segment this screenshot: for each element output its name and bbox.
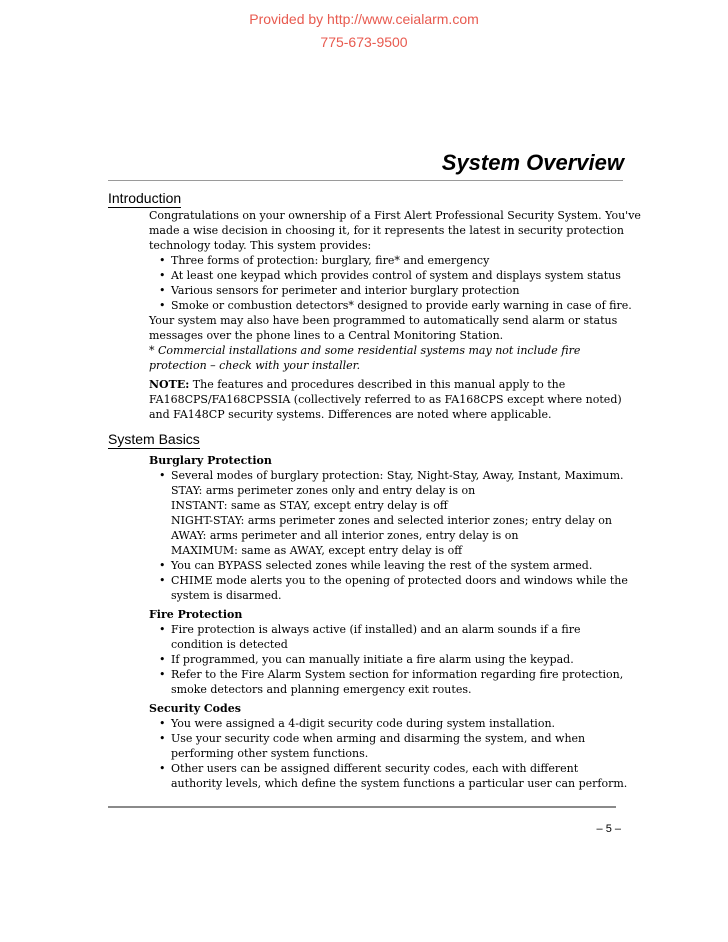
codes-bullet: authority levels, which define the system functions a particular user can perform. xyxy=(171,777,628,790)
codes-bullet: Other users can be assigned different security codes, each with different xyxy=(171,762,579,775)
bullet-icon: • xyxy=(159,653,166,666)
note-line xyxy=(149,377,565,392)
codes-bullet: You were assigned a 4-digit security code during system installation. xyxy=(171,717,556,730)
subheading-burglary-protection: Burglary Protection xyxy=(149,454,272,467)
fire-bullet: smoke detectors and planning emergency exit routes. xyxy=(171,683,472,696)
note-label: NOTE: xyxy=(149,378,190,391)
codes-bullet: Use your security code when arming and disarming the system, and when xyxy=(171,732,586,745)
burglary-bullet: CHIME mode alerts you to the opening of protected doors and windows while the xyxy=(171,574,628,587)
page-title: System Overview xyxy=(441,150,624,175)
bullet-icon: • xyxy=(159,732,166,745)
watermark-url: Provided by http://www.ceialarm.com xyxy=(249,11,479,27)
burglary-mode: INSTANT: same as STAY, except entry delay is off xyxy=(171,499,448,512)
page-number: – 5 – xyxy=(596,823,621,835)
fire-bullet: If programmed, you can manually initiate a fire alarm using the keypad. xyxy=(171,653,574,666)
footer-divider xyxy=(108,806,616,808)
fire-bullet: Fire protection is always active (if installed) and an alarm sounds if a fire xyxy=(171,623,581,636)
bullet-icon: • xyxy=(159,717,166,730)
watermark-phone: 775-673-9500 xyxy=(320,34,408,50)
intro-paragraph-line: Your system may also have been programmed to automatically send alarm or status xyxy=(149,314,618,327)
intro-bullet: Smoke or combustion detectors* designed to provide early warning in case of fire. xyxy=(171,299,632,312)
note-text: The features and procedures described in this manual apply to the xyxy=(189,378,566,391)
bullet-icon: • xyxy=(159,284,166,297)
intro-paragraph-line: messages over the phone lines to a Central Monitoring Station. xyxy=(149,329,504,342)
note-line: and FA148CP security systems. Differences are noted where applicable. xyxy=(149,408,552,421)
bullet-icon: • xyxy=(159,269,166,282)
subheading-fire-protection: Fire Protection xyxy=(149,608,243,621)
burglary-bullet: Several modes of burglary protection: Stay, Night-Stay, Away, Instant, Maximum. xyxy=(171,469,624,482)
fire-bullet: Refer to the Fire Alarm System section for information regarding fire protection, xyxy=(171,668,624,681)
intro-bullet: Various sensors for perimeter and interior burglary protection xyxy=(171,284,520,297)
bullet-icon: • xyxy=(159,299,166,312)
bullet-icon: • xyxy=(159,254,166,267)
intro-paragraph-line: technology today. This system provides: xyxy=(149,239,372,252)
intro-paragraph-line: made a wise decision in choosing it, for it represents the latest in security protection xyxy=(149,224,624,237)
footnote-line: protection – check with your installer. xyxy=(149,359,361,372)
burglary-bullet: system is disarmed. xyxy=(171,589,282,602)
bullet-icon: • xyxy=(159,469,166,482)
section-heading-introduction: Introduction xyxy=(108,190,182,206)
burglary-bullet: You can BYPASS selected zones while leaving the rest of the system armed. xyxy=(171,559,593,572)
burglary-mode: MAXIMUM: same as AWAY, except entry delay is off xyxy=(171,544,463,557)
section-heading-system-basics: System Basics xyxy=(108,431,200,447)
burglary-mode: AWAY: arms perimeter and all interior zones, entry delay is on xyxy=(171,529,519,542)
burglary-mode: STAY: arms perimeter zones only and entry delay is on xyxy=(171,484,476,497)
intro-bullet: At least one keypad which provides control of system and displays system status xyxy=(171,269,621,282)
bullet-icon: • xyxy=(159,559,166,572)
note-line: FA168CPS/FA168CPSSIA (collectively referred to as FA168CPS except where noted) xyxy=(149,393,622,406)
title-divider xyxy=(108,180,623,181)
fire-bullet: condition is detected xyxy=(171,638,288,651)
bullet-icon: • xyxy=(159,623,166,636)
footnote-line: * Commercial installations and some residential systems may not include fire xyxy=(149,344,581,357)
bullet-icon: • xyxy=(159,574,166,587)
codes-bullet: performing other system functions. xyxy=(171,747,369,760)
intro-paragraph-line: Congratulations on your ownership of a First Alert Professional Security System. You've xyxy=(149,209,641,222)
bullet-icon: • xyxy=(159,762,166,775)
burglary-mode: NIGHT-STAY: arms perimeter zones and selected interior zones; entry delay on xyxy=(171,514,612,527)
intro-bullet: Three forms of protection: burglary, fire* and emergency xyxy=(171,254,490,267)
subheading-security-codes: Security Codes xyxy=(149,702,241,715)
bullet-icon: • xyxy=(159,668,166,681)
